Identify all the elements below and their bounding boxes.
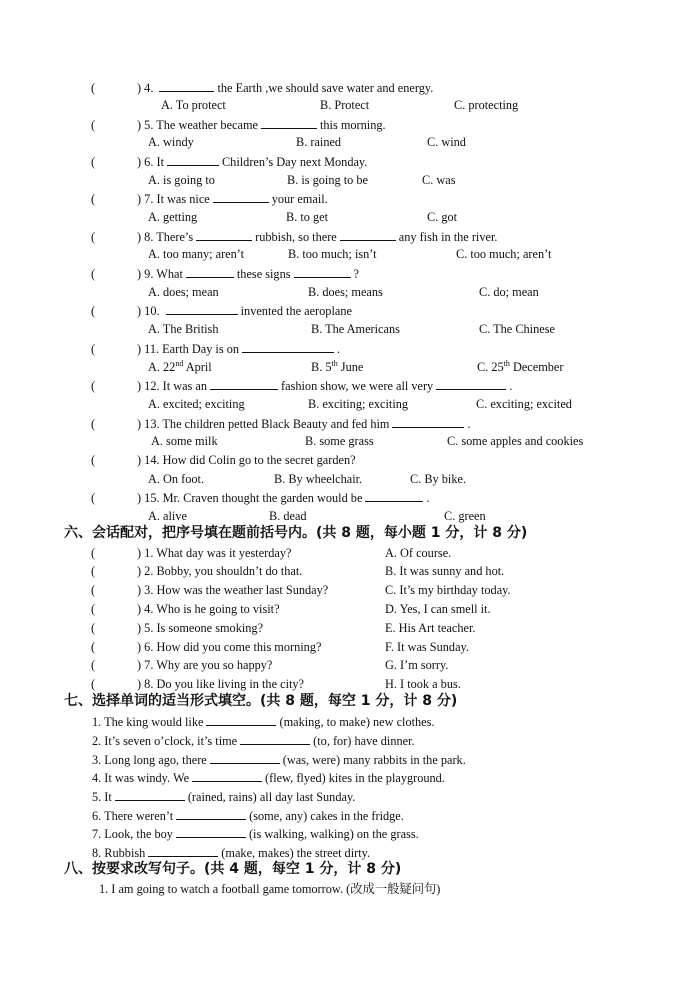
option-c[interactable]: C. was: [422, 173, 456, 187]
option-b[interactable]: B. 5th June: [311, 358, 364, 374]
question-text: ) 3. How was the weather last Sunday?: [137, 583, 329, 597]
question-text: The children petted Black Beauty and fed him: [162, 417, 390, 431]
answer-paren[interactable]: (: [91, 118, 96, 132]
matching-question: [91, 640, 321, 655]
question-line: [91, 303, 352, 319]
answer-paren[interactable]: (: [91, 192, 96, 206]
section-6-heading: 六、会话配对，把序号填在题前括号内。(共 8 题，每小题 1 分，计 8 分): [64, 525, 528, 541]
answer-paren[interactable]: (: [91, 564, 96, 578]
question-text: any fish in the river.: [398, 230, 498, 244]
option-c[interactable]: C. some apples and cookies: [447, 434, 584, 448]
option-b[interactable]: B. too much; isn’t: [288, 247, 377, 261]
question-text: 2. It’s seven o’clock, it’s time: [92, 734, 238, 748]
question-text: (rained, rains) all day last Sunday.: [187, 790, 356, 804]
answer-blank[interactable]: [436, 378, 506, 390]
option-b[interactable]: B. some grass: [305, 434, 374, 448]
option-a[interactable]: A. does; mean: [148, 285, 219, 299]
answer-paren[interactable]: (: [91, 379, 96, 393]
question-text: ) 4. Who is he going to visit?: [137, 602, 280, 616]
option-b[interactable]: B. dead: [269, 509, 307, 523]
option-c[interactable]: C. protecting: [454, 98, 519, 112]
matching-question: [91, 564, 302, 579]
answer-blank[interactable]: [210, 378, 278, 390]
question-text: ) 6. How did you come this morning?: [137, 640, 322, 654]
question-number: ) 13.: [137, 417, 163, 431]
question-text: ) 5. Is someone smoking?: [137, 621, 264, 635]
question-text: (making, to make) new clothes.: [279, 715, 435, 729]
question-text: fashion show, we were all very: [281, 379, 434, 393]
option-c[interactable]: C. 25th December: [477, 358, 564, 374]
answer-paren[interactable]: (: [91, 453, 96, 467]
answer-blank[interactable]: [213, 191, 269, 203]
question-line: [91, 416, 471, 432]
question-number: ) 14.: [137, 453, 163, 467]
matching-question: [91, 621, 263, 636]
fill-in-question: [92, 826, 419, 842]
answer-paren[interactable]: (: [91, 342, 96, 356]
question-text: The weather became: [156, 118, 258, 132]
fill-in-question: [92, 733, 415, 749]
question-number: ) 12.: [137, 379, 163, 393]
option-a[interactable]: A. To protect: [161, 98, 226, 112]
question-text: .: [337, 342, 341, 356]
answer-paren[interactable]: (: [91, 417, 96, 431]
fill-in-question: [92, 752, 466, 768]
matching-answer: H. I took a bus.: [385, 677, 461, 691]
answer-blank[interactable]: [242, 341, 334, 353]
answer-blank[interactable]: [192, 770, 262, 782]
answer-blank[interactable]: [196, 229, 252, 241]
question-text: What: [156, 267, 183, 281]
answer-blank[interactable]: [294, 266, 351, 278]
option-b[interactable]: B. By wheelchair.: [274, 472, 363, 486]
option-a[interactable]: A. excited; exciting: [148, 397, 245, 411]
question-text: these signs: [236, 267, 291, 281]
question-text: There’s: [156, 230, 194, 244]
question-text: Earth Day is on: [162, 342, 240, 356]
question-text: rubbish, so there: [255, 230, 337, 244]
option-b[interactable]: B. rained: [296, 135, 342, 149]
answer-paren[interactable]: (: [91, 546, 96, 560]
matching-question: [91, 602, 280, 617]
question-text: It was an: [162, 379, 208, 393]
answer-blank[interactable]: [148, 845, 218, 857]
fill-in-question: [92, 770, 445, 786]
option-b[interactable]: B. to get: [286, 210, 329, 224]
question-number: ) 7.: [137, 192, 157, 206]
ordinal-suffix: th: [503, 358, 510, 368]
question-line: [91, 453, 356, 468]
question-text: 4. It was windy. We: [92, 771, 190, 785]
fill-in-question: [92, 714, 435, 730]
matching-answer: F. It was Sunday.: [385, 640, 469, 654]
option-c[interactable]: C. exciting; excited: [476, 397, 572, 411]
option-c[interactable]: C. The Chinese: [479, 322, 555, 336]
fill-in-question: [92, 808, 404, 824]
question-text: ) 1. What day was it yesterday?: [137, 546, 292, 560]
ordinal-suffix: th: [331, 358, 338, 368]
question-line: [91, 191, 328, 207]
matching-question: [91, 677, 304, 692]
matching-question: [91, 546, 291, 561]
question-line: [91, 490, 430, 506]
question-text: 3. Long long ago, there: [92, 753, 207, 767]
question-text: It: [156, 155, 164, 169]
answer-paren[interactable]: (: [91, 267, 96, 281]
question-line: [91, 80, 433, 96]
matching-answer: E. His Art teacher.: [385, 621, 476, 635]
option-a[interactable]: A. some milk: [151, 434, 218, 448]
option-c[interactable]: C. green: [444, 509, 486, 523]
matching-answer: D. Yes, I can smell it.: [385, 602, 491, 616]
question-number: ) 4.: [137, 81, 157, 95]
question-line: [91, 154, 367, 170]
answer-blank[interactable]: [167, 154, 219, 166]
option-c[interactable]: C. do; mean: [479, 285, 539, 299]
question-text: Mr. Craven thought the garden would be: [162, 491, 363, 505]
option-a[interactable]: A. too many; aren’t: [148, 247, 245, 261]
option-c[interactable]: C. By bike.: [410, 472, 467, 486]
question-text: (was, were) many rabbits in the park.: [282, 753, 466, 767]
answer-blank[interactable]: [240, 733, 310, 745]
answer-paren[interactable]: (: [91, 81, 96, 95]
answer-blank[interactable]: [176, 808, 246, 820]
matching-answer: A. Of course.: [385, 546, 452, 560]
question-text: It was nice: [156, 192, 210, 206]
question-text: invented the aeroplane: [240, 304, 352, 318]
question-line: [91, 229, 497, 245]
question-number: ) 11.: [137, 342, 163, 356]
answer-blank[interactable]: [365, 490, 423, 502]
question-line: [91, 378, 512, 394]
option-c[interactable]: C. got: [427, 210, 458, 224]
answer-blank[interactable]: [159, 80, 214, 92]
answer-blank[interactable]: [176, 826, 246, 838]
question-number: ) 10.: [137, 304, 163, 318]
question-text: the Earth ,we should save water and energy.: [217, 81, 434, 95]
answer-paren[interactable]: (: [91, 640, 96, 654]
option-a[interactable]: A. On foot.: [148, 472, 205, 486]
question-text: .: [426, 491, 430, 505]
answer-blank[interactable]: [186, 266, 234, 278]
answer-paren[interactable]: (: [91, 304, 96, 318]
question-text: 6. There weren’t: [92, 809, 174, 823]
option-a[interactable]: A. windy: [148, 135, 194, 149]
question-text: 1. The king would like: [92, 715, 204, 729]
question-text: .: [467, 417, 471, 431]
question-text: ?: [353, 267, 359, 281]
rewrite-question: 1. I am going to watch a football game tomorrow. (改成一般疑问句): [99, 882, 441, 896]
option-a[interactable]: A. 22nd April: [148, 358, 212, 374]
option-b[interactable]: B. exciting; exciting: [308, 397, 409, 411]
matching-answer: B. It was sunny and hot.: [385, 564, 505, 578]
answer-paren[interactable]: (: [91, 677, 96, 691]
matching-answer: C. It’s my birthday today.: [385, 583, 511, 597]
question-number: ) 6.: [137, 155, 157, 169]
option-c[interactable]: C. wind: [427, 135, 466, 149]
question-text: this morning.: [319, 118, 386, 132]
question-text: 7. Look, the boy: [92, 827, 173, 841]
answer-blank[interactable]: [166, 303, 238, 315]
question-number: ) 15.: [137, 491, 163, 505]
question-text: .: [509, 379, 513, 393]
fill-in-question: [92, 789, 355, 805]
question-text: ) 2. Bobby, you shouldn’t do that.: [137, 564, 303, 578]
option-a[interactable]: A. getting: [148, 210, 198, 224]
question-number: ) 9.: [137, 267, 157, 281]
question-text: (make, makes) the street dirty.: [221, 846, 371, 860]
question-line: [91, 266, 359, 282]
section-7-heading: 七、选择单词的适当形式填空。(共 8 题，每空 1 分，计 8 分): [64, 693, 458, 709]
section-8-heading: 八、按要求改写句子。(共 4 题，每空 1 分，计 8 分): [64, 861, 402, 877]
fill-in-question: [92, 845, 370, 861]
option-c[interactable]: C. too much; aren’t: [456, 247, 552, 261]
answer-paren[interactable]: (: [91, 155, 96, 169]
answer-blank[interactable]: [210, 752, 280, 764]
question-text: Children’s Day next Monday.: [221, 155, 368, 169]
question-text: (to, for) have dinner.: [313, 734, 415, 748]
answer-blank[interactable]: [261, 117, 317, 129]
question-line: [91, 117, 386, 133]
option-a[interactable]: A. alive: [148, 509, 187, 523]
option-a[interactable]: A. The British: [148, 322, 219, 336]
answer-blank[interactable]: [392, 416, 464, 428]
option-b[interactable]: B. is going to be: [287, 173, 368, 187]
answer-paren[interactable]: (: [91, 602, 96, 616]
ordinal-suffix: nd: [175, 358, 184, 368]
question-text: 5. It: [92, 790, 112, 804]
question-text: How did Colin go to the secret garden?: [162, 453, 356, 467]
answer-paren[interactable]: (: [91, 230, 96, 244]
option-a[interactable]: A. is going to: [148, 173, 215, 187]
question-text: your email.: [271, 192, 328, 206]
question-number: ) 8.: [137, 230, 157, 244]
matching-question: [91, 658, 272, 673]
question-text: (flew, flyed) kites in the playground.: [265, 771, 445, 785]
question-text: (some, any) cakes in the fridge.: [249, 809, 404, 823]
question-text: 8. Rubbish: [92, 846, 146, 860]
matching-question: [91, 583, 328, 598]
answer-paren[interactable]: (: [91, 621, 96, 635]
answer-blank[interactable]: [206, 714, 276, 726]
matching-answer: G. I’m sorry.: [385, 658, 449, 672]
question-text: (is walking, walking) on the grass.: [248, 827, 419, 841]
option-b[interactable]: B. does; means: [308, 285, 383, 299]
answer-blank[interactable]: [115, 789, 185, 801]
answer-blank[interactable]: [340, 229, 396, 241]
question-text: ) 8. Do you like living in the city?: [137, 677, 305, 691]
question-line: [91, 341, 340, 357]
answer-paren[interactable]: (: [91, 658, 96, 672]
answer-paren[interactable]: (: [91, 583, 96, 597]
option-b[interactable]: B. The Americans: [311, 322, 400, 336]
answer-paren[interactable]: (: [91, 491, 96, 505]
option-b[interactable]: B. Protect: [320, 98, 370, 112]
question-text: ) 7. Why are you so happy?: [137, 658, 273, 672]
question-number: ) 5.: [137, 118, 157, 132]
